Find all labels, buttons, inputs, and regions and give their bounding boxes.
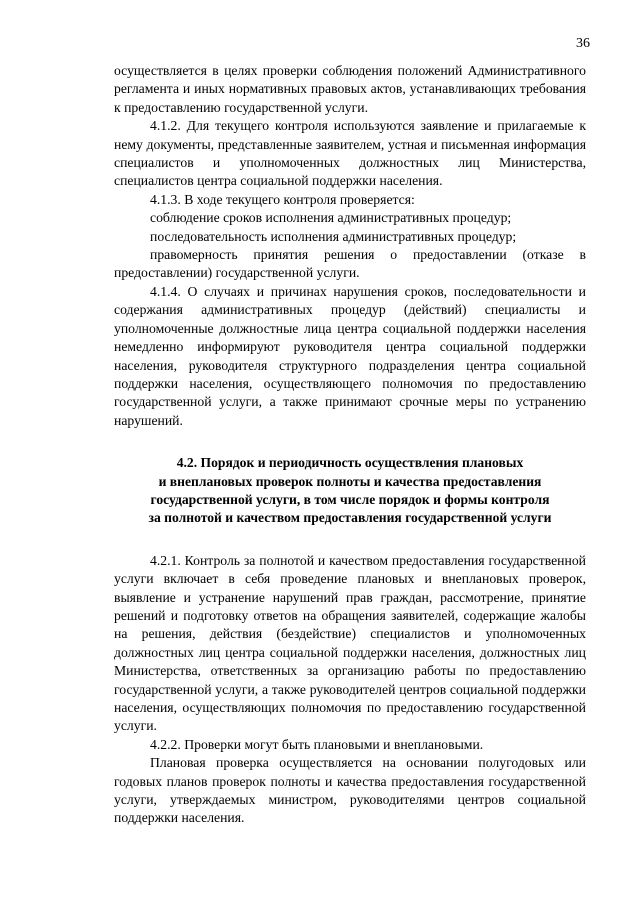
section-spacer: [114, 430, 586, 444]
paragraph-check-item-1: соблюдение сроков исполнения административных процедур;: [150, 210, 512, 226]
document-body: [114, 62, 586, 828]
section-spacer: [114, 538, 586, 552]
paragraph-check-item-2: последовательность исполнения административных процедур;: [150, 228, 517, 244]
heading-line: за полнотой и качеством предоставления государственной услуги: [148, 510, 552, 526]
paragraph-4-1-2: 4.1.2. Для текущего контроля используются заявление и прилагаемые к нему документы, представленные заявителем, устная и письменная информация специалистов и уполномоченных должностных лиц Министерства, специалистов центра социальной поддержки населения.: [114, 118, 586, 189]
heading-line: государственной услуги, в том числе порядок и формы контроля: [150, 491, 550, 507]
heading-line: 4.2. Порядок и периодичность осуществления плановых: [176, 455, 524, 471]
paragraph-planned-check: Плановая проверка осуществляется на основании полугодовых или годовых планов проверок полноты и качества предоставления государственной услуги, утверждаемых министром, руководителями центров социальной поддержки населения.: [114, 755, 586, 826]
paragraph-4-1-4: 4.1.4. О случаях и причинах нарушения сроков, последовательности и содержания административных процедур (действий) специалисты и уполномоченные должностные лица центра социальной поддержки населения немедленно информируют руководителя центра социальной поддержки населения, руководителя структурного подразделения центра социальной поддержки населения, осуществляющего полномочия по предоставлению государственной услуги, а также принимают срочные меры по устранению нарушений.: [114, 283, 586, 428]
paragraph-4-2-2: 4.2.2. Проверки могут быть плановыми и внеплановыми.: [150, 736, 484, 752]
paragraph-check-item-3: правомерность принятия решения о предоставлении (отказе в предоставлении) государственной услуги.: [114, 247, 586, 281]
paragraph-continuation: осуществляется в целях проверки соблюдения положений Административного регламента и иных нормативных правовых актов, устанавливающих требования к предоставлению государственной услуги.: [114, 63, 586, 115]
page-number: 36: [576, 36, 590, 51]
heading-line: и внеплановых проверок полноты и качества предоставления: [158, 473, 542, 489]
section-heading-4-2: [114, 454, 586, 528]
paragraph-4-1-3: 4.1.3. В ходе текущего контроля проверяется:: [150, 191, 415, 207]
paragraph-4-2-1: 4.2.1. Контроль за полнотой и качеством предоставления государственной услуги включает в себя проведение плановых и внеплановых проверок, выявление и устранение нарушений прав граждан, рассмотрение, принятие решений и подготовку ответов на обращения заявителей, содержащие жалобы на решения, действия (бездействие) специалистов и уполномоченных должностных лиц центра социальной поддержки населения, должностных лиц Министерства, ответственных за организацию работы по предоставлению государственной услуги, а также руководителей центров социальной поддержки населения, осуществляющих полномочия по предоставлению государственной услуги.: [114, 552, 586, 734]
